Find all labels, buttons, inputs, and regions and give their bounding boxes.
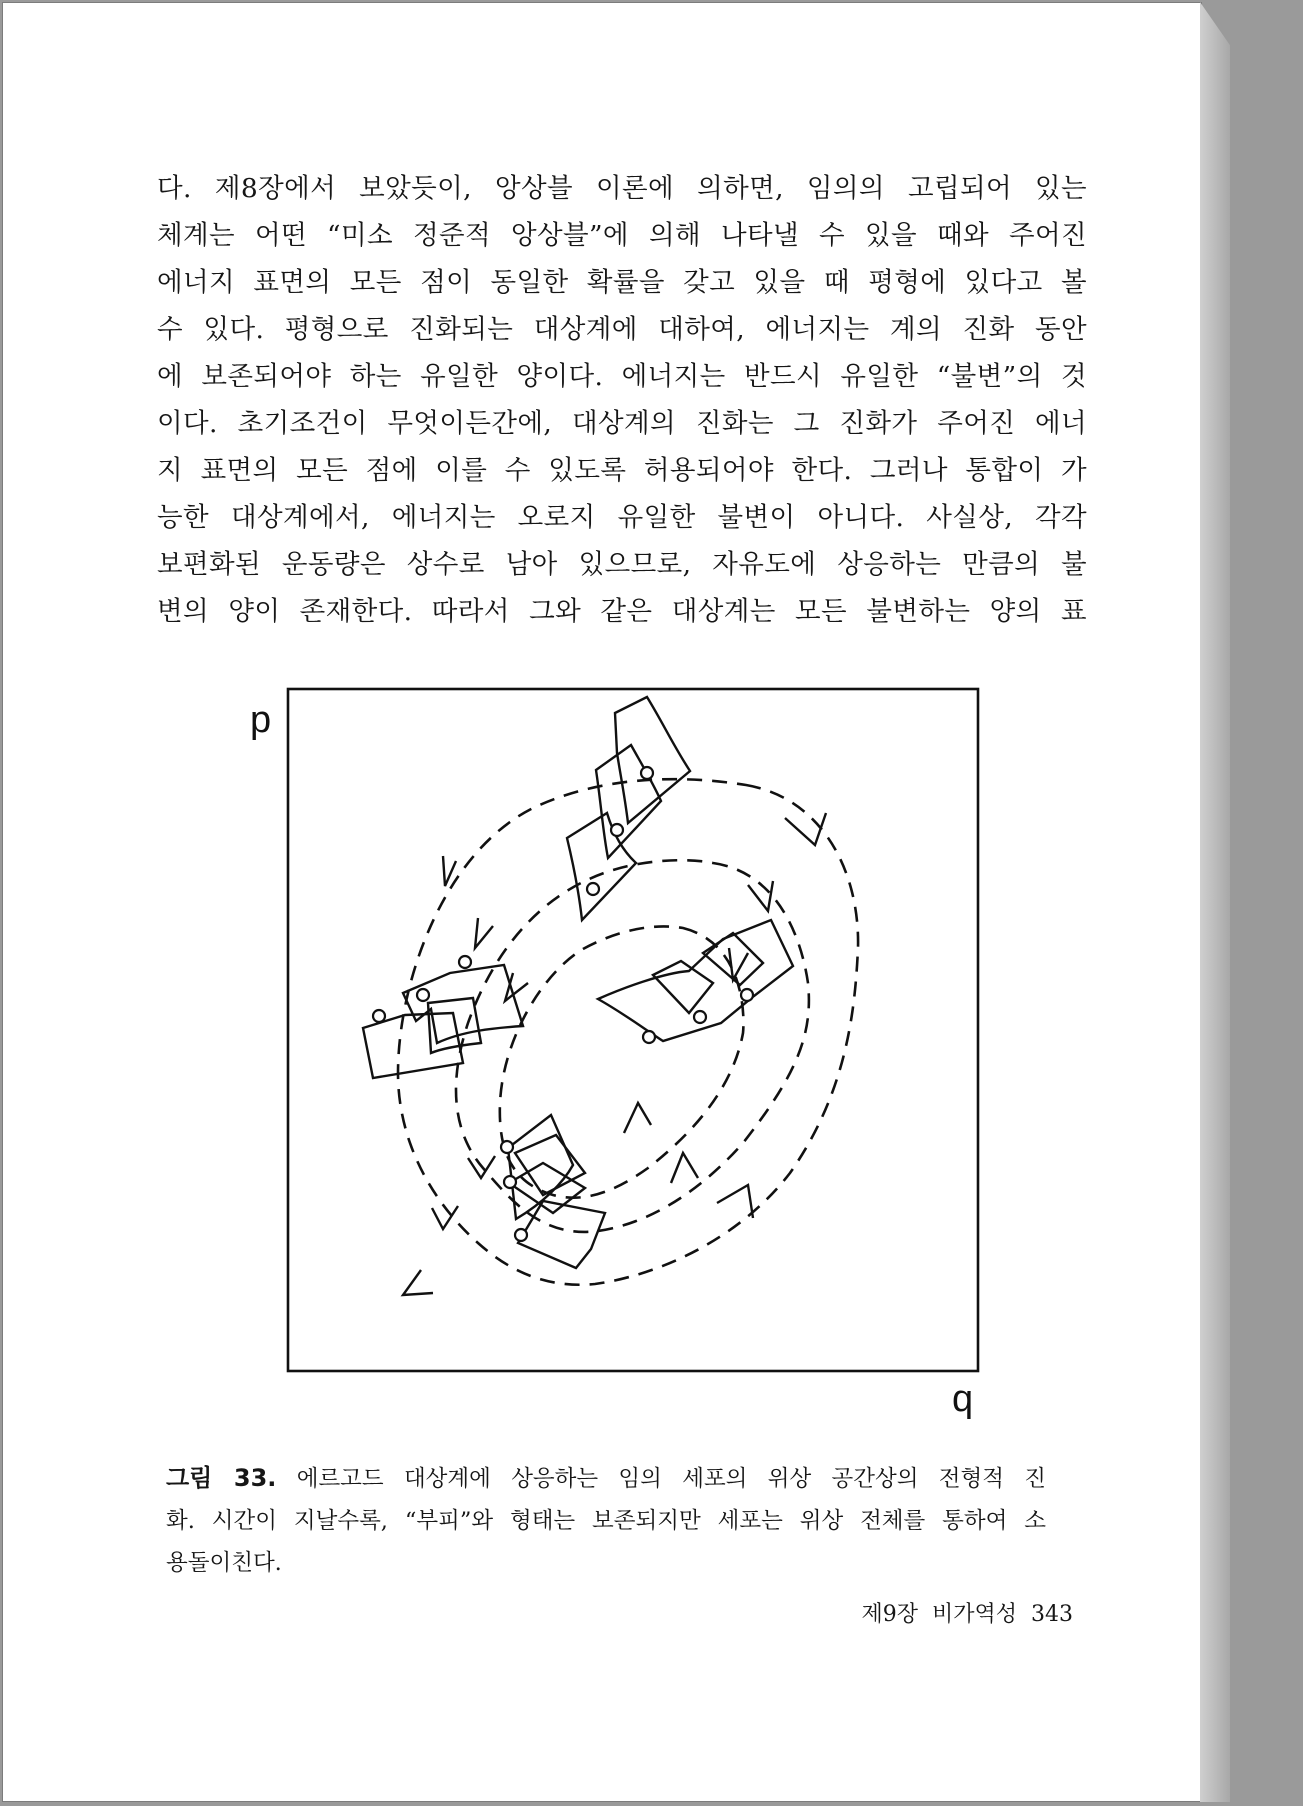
book-page xyxy=(2,2,1202,1802)
text-line: 능한 대상계에서, 에너지는 오로지 유일한 불변이 아니다. 사실상, 각각 xyxy=(157,502,1087,533)
text-line: 수 있다. 평형으로 진화되는 대상계에 대하여, 에너지는 계의 진화 동안 xyxy=(157,314,1087,345)
text-line: 다. 제8장에서 보았듯이, 앙상블 이론에 의하면, 임의의 고립되어 있는 xyxy=(157,173,1087,204)
text-line: 변의 양이 존재한다. 따라서 그와 같은 대상계는 모든 불변하는 양의 표 xyxy=(157,596,1087,627)
phase-cells xyxy=(363,697,793,1268)
phase-space-figure xyxy=(243,683,1003,1433)
page-edge xyxy=(1200,2,1230,1802)
text-line: 이다. 초기조건이 무엇이든간에, 대상계의 진화는 그 진화가 주어진 에너 xyxy=(157,408,1087,439)
caption-text: 에르고드 대상계에 상응하는 임의 세포의 위상 공간상의 전형적 진 xyxy=(296,1466,1046,1492)
caption-line: 용돌이친다. xyxy=(166,1550,282,1576)
running-footer xyxy=(743,1597,1073,1628)
text-line: 에 보존되어야 하는 유일한 양이다. 에너지는 반드시 유일한 “불변”의 것 xyxy=(157,361,1087,392)
caption-line: 화. 시간이 지날수록, “부피”와 형태는 보존되지만 세포는 위상 전체를 통하여 소 xyxy=(166,1508,1046,1534)
caption-label: 그림 33. xyxy=(166,1464,277,1492)
chapter-title: 비가역성 xyxy=(931,1602,1017,1627)
text-line: 체계는 어떤 “미소 정준적 앙상블”에 의해 나타낼 수 있을 때와 주어진 xyxy=(157,220,1087,251)
text-line: 지 표면의 모든 점에 이를 수 있도록 허용되어야 한다. 그러나 통합이 가 xyxy=(157,455,1087,486)
page-number: 343 xyxy=(1031,1602,1073,1627)
x-axis-label: q xyxy=(952,1378,974,1420)
text-line: 보편화된 운동량은 상수로 남아 있으므로, 자유도에 상응하는 만큼의 불 xyxy=(157,549,1087,580)
y-axis-label: p xyxy=(250,699,272,741)
text-line: 에너지 표면의 모든 점이 동일한 확률을 갖고 있을 때 평형에 있다고 볼 xyxy=(157,267,1087,298)
caption-line xyxy=(166,1457,1046,1500)
chapter-label: 제9장 xyxy=(861,1602,918,1627)
frame xyxy=(288,689,978,1371)
body-text xyxy=(157,165,1087,635)
figure-caption xyxy=(166,1457,1046,1584)
phase-space-diagram xyxy=(243,683,1003,1433)
